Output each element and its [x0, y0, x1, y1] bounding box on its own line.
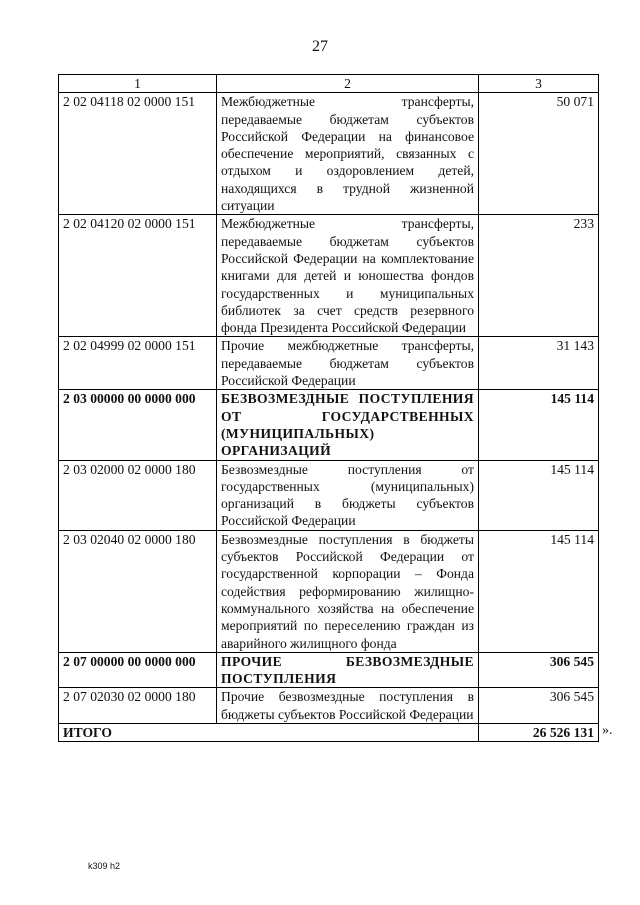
table-row [59, 530, 599, 652]
table-row [59, 390, 599, 460]
row-amount: 233 [479, 215, 599, 337]
row-code: 2 02 04120 02 0000 151 [59, 215, 217, 337]
row-code: 2 03 02000 02 0000 180 [59, 460, 217, 530]
row-code: 2 07 00000 00 0000 000 [59, 652, 217, 688]
row-code: 2 02 04118 02 0000 151 [59, 93, 217, 215]
table-row [59, 93, 599, 215]
row-code: 2 03 02040 02 0000 180 [59, 530, 217, 652]
total-label: ИТОГО [59, 723, 479, 741]
row-name: Безвозмездные поступления от государственных (муниципальных) организаций в бюджеты субъектов Российской Федерации [217, 460, 479, 530]
footer-mark: k309 h2 [88, 861, 121, 871]
row-code: 2 02 04999 02 0000 151 [59, 337, 217, 390]
closing-quote-mark: ». [602, 723, 613, 738]
total-row [59, 723, 599, 741]
row-code: 2 03 00000 00 0000 000 [59, 390, 217, 460]
row-amount: 145 114 [479, 390, 599, 460]
table-row [59, 688, 599, 724]
table-row [59, 652, 599, 688]
table-row [59, 460, 599, 530]
row-name: Межбюджетные трансферты, передаваемые бюджетам субъектов Российской Федерации на комплектование книгами для детей и юношества фондов государственных и муниципальных библиотек за счет средств резервного фонда Президента Российской Федерации [217, 215, 479, 337]
row-amount: 306 545 [479, 688, 599, 724]
row-name: ПРОЧИЕ БЕЗВОЗМЕЗДНЫЕ ПОСТУПЛЕНИЯ [217, 652, 479, 688]
column-header-code: 1 [59, 75, 217, 93]
row-name: Прочие безвозмездные поступления в бюджеты субъектов Российской Федерации [217, 688, 479, 724]
page-number: 27 [312, 38, 328, 55]
row-amount: 31 143 [479, 337, 599, 390]
row-name: Безвозмездные поступления в бюджеты субъектов Российской Федерации от государственной корпорации – Фонда содействия реформированию жилищно-коммунального хозяйства на обеспечение мероприятий по переселению граждан из аварийного жилищного фонда [217, 530, 479, 652]
column-header-amount: 3 [479, 75, 599, 93]
table-row [59, 215, 599, 337]
row-name: Межбюджетные трансферты, передаваемые бюджетам субъектов Российской Федерации на финансовое обеспечение мероприятий, связанных с отдыхом и оздоровлением детей, находящихся в трудной жизненной ситуации [217, 93, 479, 215]
header-row [59, 75, 599, 93]
table-body [59, 93, 599, 742]
row-amount: 145 114 [479, 530, 599, 652]
row-amount: 306 545 [479, 652, 599, 688]
row-name: БЕЗВОЗМЕЗДНЫЕ ПОСТУПЛЕНИЯ ОТ ГОСУДАРСТВЕННЫХ (МУНИЦИПАЛЬНЫХ) ОРГАНИЗАЦИЙ [217, 390, 479, 460]
row-name: Прочие межбюджетные трансферты, передаваемые бюджетам субъектов Российской Федерации [217, 337, 479, 390]
row-amount: 145 114 [479, 460, 599, 530]
budget-table [58, 74, 599, 742]
column-header-name: 2 [217, 75, 479, 93]
row-amount: 50 071 [479, 93, 599, 215]
table-row [59, 337, 599, 390]
row-code: 2 07 02030 02 0000 180 [59, 688, 217, 724]
total-amount: 26 526 131 [479, 723, 599, 741]
